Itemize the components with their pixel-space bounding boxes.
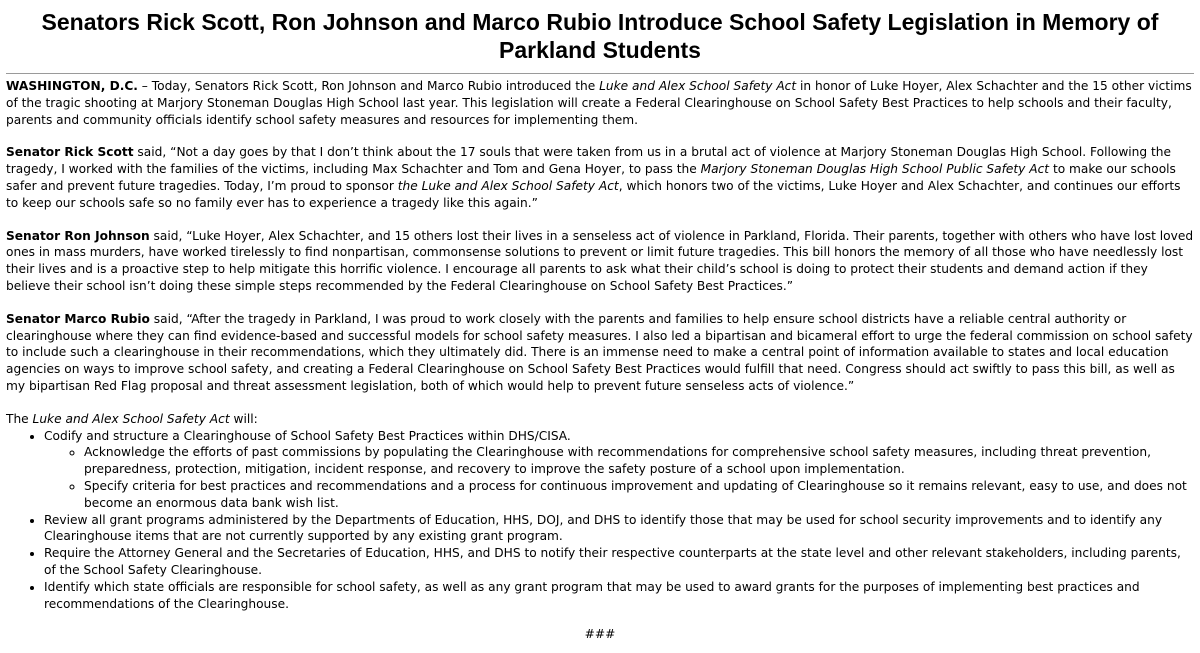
scott-text-c: , which honors two of the victims, Luke Hoyer and Alex Schachter, and continues our efforts to keep our schools safe so no family ever has to experience a tragedy like this again.” — [6, 178, 1181, 210]
end-mark: ### — [584, 627, 616, 642]
list-item-text: Require the Attorney General and the Secretaries of Education, HHS, and DHS to notify their respective counterparts at the state level and other relevant stakeholders, including parents, of the School Safety Clearinghouse. — [44, 546, 1181, 577]
sub-list-item — [84, 444, 1194, 478]
sub-list-item-text: Acknowledge the efforts of past commissions by populating the Clearinghouse with recommendations for comprehensive school safety measures, including threat prevention, preparedness, protection, mitigation, incident response, and recovery to improve the safety posture of a school upon implementation. — [84, 445, 1151, 477]
list-item-text: Codify and structure a Clearinghouse of School Safety Best Practices within DHS/CISA. — [44, 428, 571, 443]
intro-text-a: – Today, Senators Rick Scott, Ron Johnson and Marco Rubio introduced the — [137, 79, 600, 93]
list-item — [44, 545, 1194, 579]
provisions-intro — [6, 411, 1194, 428]
list-intro-b: will: — [229, 411, 258, 426]
rubio-text: said, “After the tragedy in Parkland, I was proud to work closely with the parents and families to help ensure school districts have a reliable central authority or clearinghouse where they can find evidence-based and successful models for school safety measures. I also led a bipartisan and bicameral effort to urge the federal commission on school safety to include such a clearinghouse in their recommendations, which they ultimately did. There is an immense need to make a central point of information available to states and local education agencies on ways to improve school safety, and creating a Federal Clearinghouse on School Safety Best Practices would fulfill that need. Congress should act swiftly to pass this bill, as well as my bipartisan Red Flag proposal and threat assessment legislation, both of which would help to prevent future senseless acts of violence.” — [6, 311, 1193, 393]
sub-list-item-text: Specify criteria for best practices and recommendations and a process for continuous improvement and updating of Clearinghouse so it remains relevant, easy to use, and does not become an enormous data bank wish list. — [84, 478, 1187, 510]
rubio-speaker: Senator Marco Rubio — [6, 311, 150, 326]
johnson-speaker: Senator Ron Johnson — [6, 228, 150, 243]
scott-text-a: said, “Not a day goes by that I don’t think about the 17 souls that were taken from us in a brutal act of violence at Marjory Stoneman Douglas High School. Following the tragedy, I worked with the families of the victims, including Max Schachter and Tom and Gena Hoyer, to pass the — [6, 145, 1172, 177]
act-name: Luke and Alex School Safety Act — [32, 411, 230, 426]
dateline: WASHINGTON, D.C. — [6, 79, 138, 93]
rubio-quote — [6, 311, 1194, 395]
act-name: Luke and Alex School Safety Act — [599, 79, 797, 93]
sub-list — [44, 444, 1194, 511]
intro-paragraph — [6, 78, 1194, 128]
act-name: the Luke and Alex School Safety Act — [397, 178, 619, 193]
list-item — [44, 512, 1194, 546]
title-divider — [6, 73, 1194, 74]
list-item — [44, 428, 1194, 512]
msd-act-name: Marjory Stoneman Douglas High School Public Safety Act — [700, 162, 1050, 177]
page-title: Senators Rick Scott, Ron Johnson and Marco Rubio Introduce School Safety Legislation in Memory of Parkland Students — [41, 9, 1159, 63]
sub-list-item — [84, 478, 1194, 512]
list-intro-a: The — [6, 411, 33, 426]
scott-speaker: Senator Rick Scott — [6, 145, 134, 160]
list-item-text: Review all grant programs administered by the Departments of Education, HHS, DOJ, and DHS to identify those that may be used for school security improvements and to identify any Clearinghouse items that are not currently supported by any existing grant program. — [44, 512, 1163, 544]
scott-text-b: to make our schools safer and prevent future tragedies. Today, I’m proud to sponsor — [6, 162, 1176, 193]
intro-text-b: in honor of Luke Hoyer, Alex Schachter and the 15 other victims of the tragic shooting at Marjory Stoneman Douglas High School last year. This legislation will create a Federal Clearinghouse on School Safety Best Practices to help schools and their faculty, parents and community officials identify school safety measures and resources for implementing them. — [6, 79, 1192, 127]
provisions-list — [6, 428, 1194, 613]
johnson-quote — [6, 228, 1194, 295]
scott-quote — [6, 144, 1194, 211]
list-item — [44, 579, 1194, 613]
johnson-text: said, “Luke Hoyer, Alex Schachter, and 15 others lost their lives in a senseless act of violence in Parkland, Florida. Their parents, together with others who have lost loved ones in mass murders, have worked tirelessly to find nonpartisan, commonsense solutions to prevent or limit future tragedies. This bill honors the memory of all those who have needlessly lost their lives and is a proactive step to help mitigate this horrific violence. I encourage all parents to ask what their child’s school is doing to protect their students and demand action if they believe their school isn’t doing these simple steps recommended by the Federal Clearinghouse on School Safety Best Practices.” — [6, 228, 1194, 293]
list-item-text: Identify which state officials are responsible for school safety, as well as any grant program that may be used to award grants for the purposes of implementing best practices and recommendations of the Clearinghouse. — [44, 579, 1140, 611]
